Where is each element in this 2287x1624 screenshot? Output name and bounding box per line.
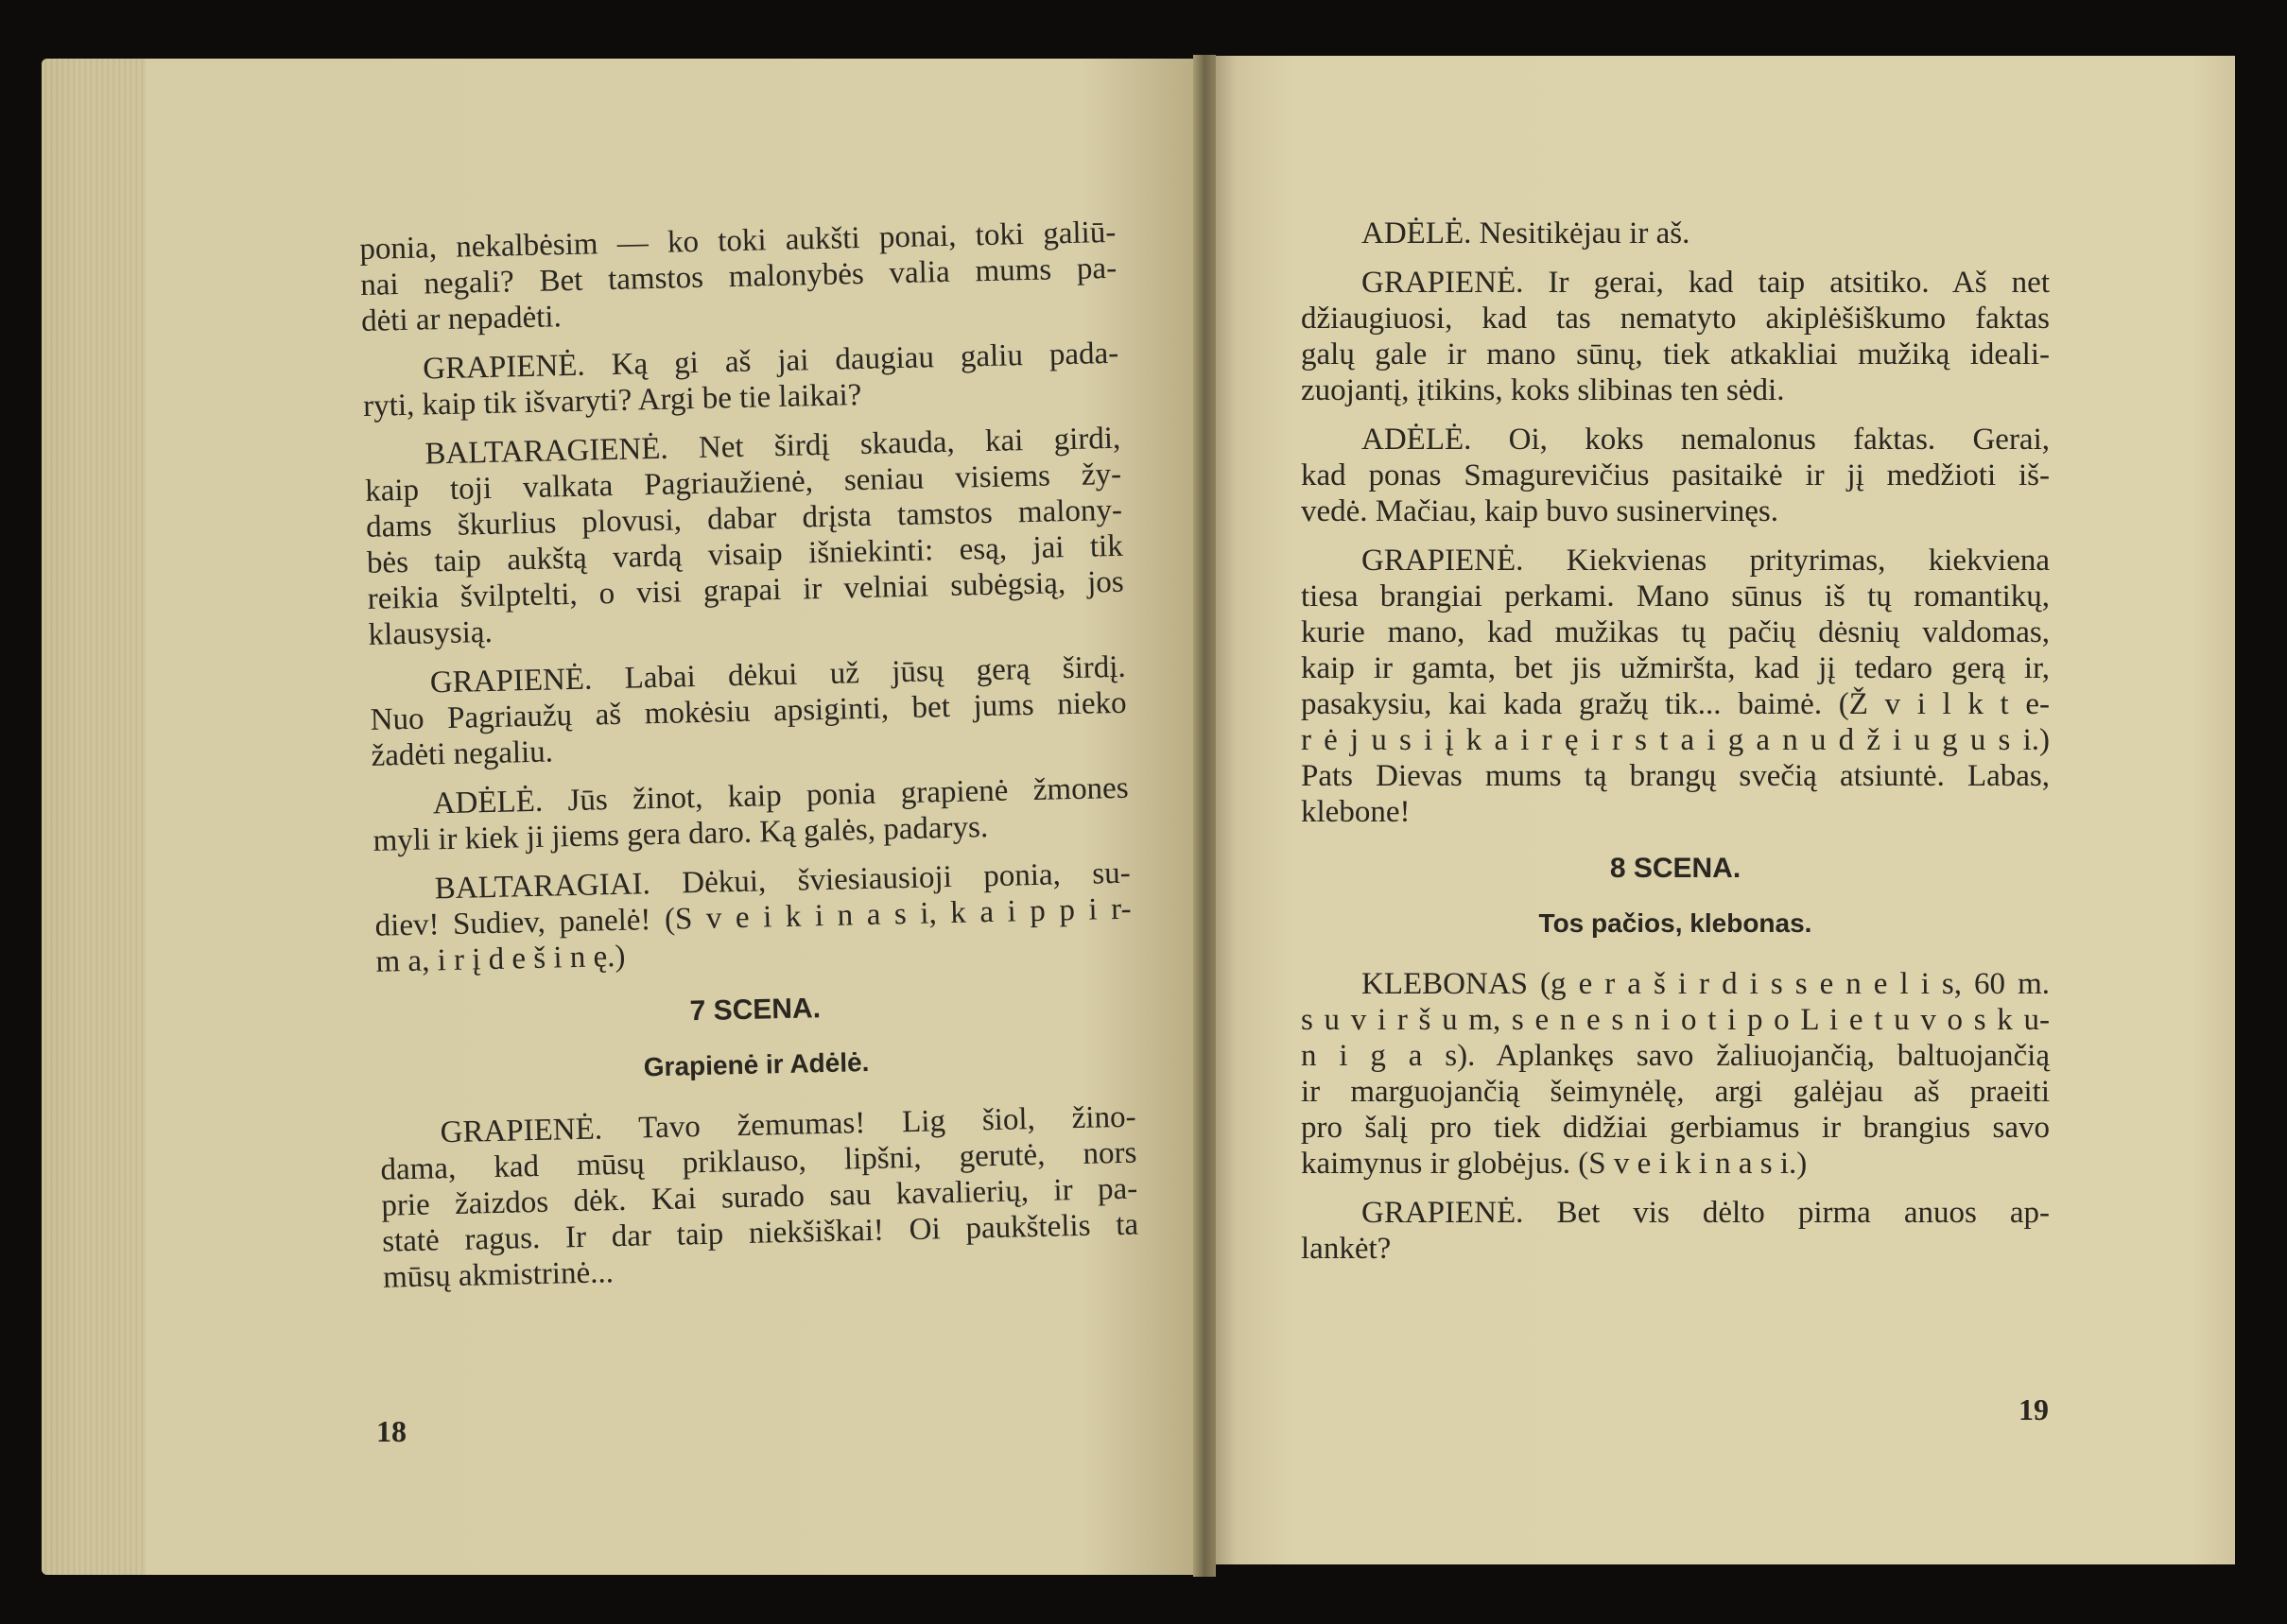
text-line: m a, i r į d e š i n ę.) xyxy=(375,939,626,979)
text-line: nai negali? Bet tamstos malonybės valia mums pa- xyxy=(359,251,1118,302)
text-line: dams škurlius plovusi, dabar drįsta tamstos malony- xyxy=(365,492,1123,544)
text-line: bės taip aukštą vardą visaip išniekinti: esą, jai tik xyxy=(366,528,1124,580)
text-line: r ė j u s i į k a i r ę i r s t a i g a n u d ž i u g u s i.) xyxy=(1301,723,2050,757)
text-line: reikia švilptelti, o visi grapai ir velniai subėgsią, jos xyxy=(367,564,1125,616)
text-line: kaip toji valkata Pagriaužienė, seniau visiems žy- xyxy=(364,457,1122,509)
text-line: dėti ar nepadėti. xyxy=(360,300,563,338)
text-line: tiesa brangiai perkami. Mano sūnus iš tų romantikų, xyxy=(1301,579,2050,613)
text-line: GRAPIENĖ. Ir gerai, kad taip atsitiko. Aš net xyxy=(1361,266,2050,300)
text-line: GRAPIENĖ. Kiekvienas prityrimas, kiekviena xyxy=(1361,544,2050,578)
text-line: vedė. Mačiau, kaip buvo susinervinęs. xyxy=(1301,494,1778,528)
text-line: ir marguojančią šeimynėlę, argi galėjau aš praeiti xyxy=(1301,1075,2050,1109)
paragraph xyxy=(359,215,1118,339)
text-line: zuojantį, įtikins, koks slibinas ten sėdi. xyxy=(1301,373,1785,407)
text-line: pasakysiu, kai kada gražų tik... baimė. (Ž v i l k t e- xyxy=(1301,687,2050,721)
scene-heading: 8 SCENA. xyxy=(1609,853,1741,884)
book-gutter xyxy=(1193,55,1216,1577)
text-line: pro šalį pro tiek didžiai gerbiamus ir brangius savo xyxy=(1301,1111,2050,1145)
scene-characters: Grapienė ir Adėlė. xyxy=(643,1046,870,1082)
text-line: kurie mano, kad mužikas tų pačių dėsnių valdomas, xyxy=(1301,615,2050,649)
text-line: ponia, nekalbėsim — ko toki aukšti ponai, toki galiū- xyxy=(359,215,1117,267)
text-line: myli ir kiek ji jiems gera daro. Ką galės, padarys. xyxy=(373,810,989,858)
paragraph xyxy=(1301,543,2050,830)
paragraph xyxy=(1301,1195,2050,1267)
page-number-right: 19 xyxy=(2018,1392,2049,1426)
scene-heading: 7 SCENA. xyxy=(689,993,822,1028)
page-number-left: 18 xyxy=(376,1414,407,1448)
left-page-text xyxy=(359,215,1140,1309)
text-line: diev! Sudiev, panelė! (S v e i k i n a s i, k a i p p i r- xyxy=(374,891,1132,943)
paragraph xyxy=(362,336,1120,424)
text-line: KLEBONAS (g e r a š i r d i s s e n e l i s, 60 m. xyxy=(1361,967,2050,1001)
text-line: kad ponas Smagurevičius pasitaikė ir jį medžioti iš- xyxy=(1301,458,2050,492)
text-line: statė ragus. Ir dar taip niekšiškai! Oi paukštelis ta xyxy=(381,1207,1139,1259)
text-line: s u v i r š u m, s e n e s n i o t i p o L i e t u v o s k u- xyxy=(1301,1003,2050,1037)
paragraph xyxy=(1301,216,2050,251)
text-line: Nuo Pagriaužų aš mokėsiu apsiginti, bet jums nieko xyxy=(370,685,1127,737)
text-line: ADĖLĖ. Nesitikėjau ir aš. xyxy=(1361,216,1690,251)
text-line: kaip ir gamta, bet jis užmiršta, kad jį tedaro gerą ir, xyxy=(1301,651,2050,685)
scene-characters: Tos pačios, klebonas. xyxy=(1538,908,1812,938)
text-line: klebone! xyxy=(1301,795,1411,829)
text-line: ADĖLĖ. Jūs žinot, kaip ponia grapienė žmones xyxy=(432,770,1129,821)
text-line: mūsų akmistrinė... xyxy=(382,1255,615,1295)
text-line: ryti, kaip tik išvaryti? Argi be tie laikai? xyxy=(362,377,862,423)
paragraph xyxy=(379,1099,1139,1296)
text-line: Pats Dievas mums tą brangų svečią atsiuntė. Labas, xyxy=(1301,759,2050,793)
text-line: lankėt? xyxy=(1301,1232,1392,1266)
text-line: n i g a s). Aplankęs savo žaliuojančią, baltuojančią xyxy=(1301,1039,2050,1073)
text-line: GRAPIENĖ. Ką gi aš jai daugiau galiu pada- xyxy=(422,336,1119,387)
paragraph xyxy=(1301,422,2050,529)
page-edges xyxy=(42,59,146,1575)
paragraph xyxy=(369,649,1127,774)
text-line: klausysią. xyxy=(368,614,494,652)
text-line: galų gale ir mano sūnų, tiek atkakliai mužiką ideali- xyxy=(1301,337,2050,371)
paragraph xyxy=(1301,966,2050,1182)
text-line: kaimynus ir globėjus. (S v e i k i n a s i.) xyxy=(1301,1147,1808,1181)
paragraph xyxy=(373,855,1132,980)
text-line: žadėti negaliu. xyxy=(371,734,554,773)
text-line: BALTARAGIAI. Dėkui, šviesiausioji ponia, su- xyxy=(434,855,1132,907)
text-line: dama, kad mūsų priklauso, lipšni, gerutė, nors xyxy=(380,1135,1137,1187)
text-line: džiaugiuosi, kad tas nematyto akiplėšiškumo faktas xyxy=(1301,302,2050,336)
paragraph xyxy=(372,770,1130,859)
text-line: GRAPIENĖ. Labai dėkui už jūsų gerą širdį. xyxy=(429,649,1127,700)
text-line: ADĖLĖ. Oi, koks nemalonus faktas. Gerai, xyxy=(1361,423,2050,457)
text-line: BALTARAGIENĖ. Net širdį skauda, kai girdi, xyxy=(424,421,1121,472)
paragraph xyxy=(1301,265,2050,408)
text-line: GRAPIENĖ. Tavo žemumas! Lig šiol, žino- xyxy=(440,1099,1136,1150)
text-line: GRAPIENĖ. Bet vis dėlto pirma anuos ap- xyxy=(1361,1196,2050,1230)
paragraph xyxy=(364,421,1125,653)
text-line: prie žaizdos dėk. Kai surado sau kavalierių, ir pa- xyxy=(380,1171,1138,1223)
right-page-text xyxy=(1301,216,2050,1280)
